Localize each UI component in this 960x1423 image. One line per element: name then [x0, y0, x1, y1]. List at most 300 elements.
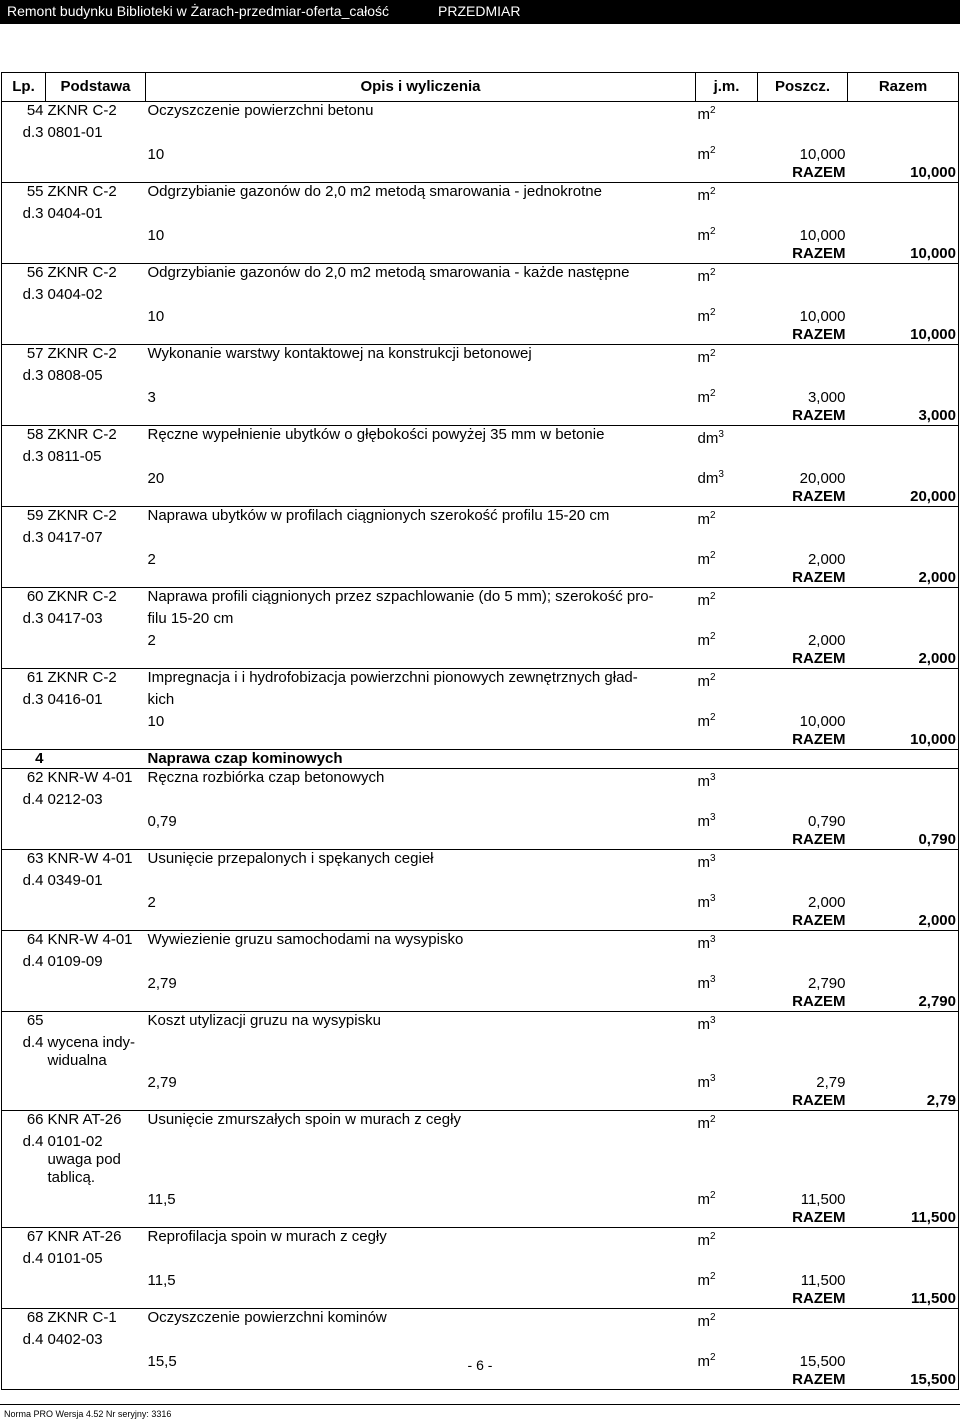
	[696, 993, 758, 1012]
	[848, 1012, 959, 1035]
	[848, 264, 959, 287]
item-row	[2, 1309, 959, 1332]
item-chapter: d.4	[2, 872, 46, 890]
item-unit: $m^2$	[696, 183, 758, 206]
calculation-expression: 3	[147, 389, 156, 406]
	[848, 529, 959, 547]
total-row	[2, 326, 959, 345]
item-row-2	[2, 1034, 959, 1052]
item-row-2	[2, 205, 959, 223]
	[758, 264, 848, 287]
item-unit: $m^2$	[696, 345, 758, 368]
item-number: 56	[2, 264, 46, 287]
	[146, 650, 696, 669]
	[146, 1169, 696, 1187]
	[848, 1151, 959, 1169]
	[2, 1187, 46, 1209]
calculation-expression: 11,5	[147, 1272, 176, 1289]
calculation-row	[2, 1187, 959, 1209]
	[2, 831, 46, 850]
	[848, 385, 959, 407]
total-label: RAZEM	[792, 831, 846, 848]
section-body	[2, 750, 959, 769]
calculation-expression: 20	[147, 470, 165, 487]
col-unit: j.m.	[696, 73, 758, 102]
item-chapter: d.3	[2, 691, 46, 709]
item-basis-code: 0109-09	[47, 953, 103, 970]
calculation-unit: $m^3$	[697, 974, 716, 992]
item-row	[2, 769, 959, 792]
item-basis-code: 0808-05	[47, 367, 103, 384]
	[848, 1052, 959, 1070]
item-row-2	[2, 953, 959, 971]
calculation-row	[2, 466, 959, 488]
item-row	[2, 264, 959, 287]
item-description-cont	[146, 953, 696, 971]
col-desc: Opis i wyliczenia	[146, 73, 696, 102]
item-description-cont	[146, 1133, 696, 1151]
item-basis: KNR AT-26	[46, 1111, 146, 1134]
total-value: 3,000	[848, 407, 959, 426]
	[848, 890, 959, 912]
	[146, 1290, 696, 1309]
item-chapter: d.4	[2, 1034, 46, 1052]
total-value: 11,500	[848, 1290, 959, 1309]
item-row-2	[2, 1250, 959, 1268]
total-value: 10,000	[848, 245, 959, 264]
calculation-expression: 10	[147, 713, 165, 730]
	[848, 547, 959, 569]
	[46, 1209, 146, 1228]
	[848, 1268, 959, 1290]
	[848, 1250, 959, 1268]
	[2, 993, 46, 1012]
item-number: 68	[2, 1309, 46, 1332]
calculation-row	[2, 1070, 959, 1092]
	[848, 1169, 959, 1187]
	[696, 912, 758, 931]
item-row-2	[2, 1133, 959, 1151]
	[848, 448, 959, 466]
total-label: RAZEM	[792, 164, 846, 181]
	[696, 1092, 758, 1111]
item-basis: ZKNR C-2	[46, 102, 146, 125]
	[696, 791, 758, 809]
document-type: PRZEDMIAR	[438, 3, 521, 19]
	[146, 912, 696, 931]
calculation-expression: 10	[147, 146, 165, 163]
col-total: Razem	[848, 73, 959, 102]
	[848, 223, 959, 245]
	[758, 1250, 848, 1268]
total-label: RAZEM	[792, 993, 846, 1010]
item-description-cont: kich	[147, 691, 175, 708]
	[758, 1151, 848, 1169]
	[146, 245, 696, 264]
item-basis	[46, 1012, 146, 1035]
page-header	[0, 0, 960, 24]
calculation-unit: $dm^3$	[697, 469, 724, 487]
calculation-expression: 2	[147, 894, 156, 911]
item-description-cont	[146, 1034, 696, 1052]
item-row	[2, 1111, 959, 1134]
	[146, 164, 696, 183]
	[46, 890, 146, 912]
	[2, 1092, 46, 1111]
item-description-cont	[146, 1250, 696, 1268]
item-basis: ZKNR C-2	[46, 669, 146, 692]
item-description: Usunięcie przepalonych i spękanych cegieł	[146, 850, 696, 873]
total-value: 10,000	[848, 731, 959, 750]
calculation-expression: 10	[147, 308, 165, 325]
calculation-unit: $m^2$	[697, 307, 716, 325]
total-value: 2,790	[848, 993, 959, 1012]
item-number: 55	[2, 183, 46, 206]
	[696, 286, 758, 304]
	[696, 731, 758, 750]
item-description-cont	[146, 1331, 696, 1349]
total-label: RAZEM	[792, 407, 846, 424]
	[848, 102, 959, 125]
	[848, 709, 959, 731]
	[848, 183, 959, 206]
	[848, 1034, 959, 1052]
items2-body	[2, 769, 959, 1390]
	[848, 1309, 959, 1332]
	[2, 731, 46, 750]
	[848, 1228, 959, 1251]
item-description: Reprofilacja spoin w murach z cegły	[146, 1228, 696, 1251]
item-description: Impregnacja i i hydrofobizacja powierzchni pionowych zewnętrznych gład-	[146, 669, 696, 692]
total-label: RAZEM	[792, 488, 846, 505]
	[46, 912, 146, 931]
	[848, 931, 959, 954]
	[848, 1133, 959, 1151]
	[2, 890, 46, 912]
	[46, 245, 146, 264]
calculation-expression: 0,79	[147, 813, 177, 830]
item-row-2	[2, 529, 959, 547]
	[848, 872, 959, 890]
	[758, 286, 848, 304]
calculation-expression: 2,79	[147, 975, 177, 992]
calculation-value: 0,790	[807, 813, 846, 830]
item-number: 63	[2, 850, 46, 873]
item-basis: ZKNR C-2	[46, 588, 146, 611]
	[46, 164, 146, 183]
	[848, 142, 959, 164]
items-body	[2, 102, 959, 750]
item-unit: $dm^3$	[696, 426, 758, 449]
total-row	[2, 164, 959, 183]
	[848, 953, 959, 971]
item-chapter: d.3	[2, 448, 46, 466]
	[146, 569, 696, 588]
item-basis: ZKNR C-2	[46, 183, 146, 206]
item-chapter: d.3	[2, 367, 46, 385]
total-row	[2, 569, 959, 588]
item-number: 59	[2, 507, 46, 530]
item-number: 64	[2, 931, 46, 954]
calculation-unit: $m^2$	[697, 388, 716, 406]
	[2, 1209, 46, 1228]
item-description-cont	[146, 448, 696, 466]
item-description: Wykonanie warstwy kontaktowej na konstrukcji betonowej	[146, 345, 696, 368]
calculation-unit: $m^2$	[697, 145, 716, 163]
item-row-2	[2, 791, 959, 809]
	[46, 142, 146, 164]
	[46, 466, 146, 488]
item-basis: ZKNR C-2	[46, 507, 146, 530]
calculation-row	[2, 142, 959, 164]
item-basis: ZKNR C-2	[46, 264, 146, 287]
	[758, 448, 848, 466]
calculation-unit: $m^2$	[697, 226, 716, 244]
item-description: Odgrzybianie gazonów do 2,0 m2 metodą smarowania - każde następne	[146, 264, 696, 287]
	[696, 1169, 758, 1187]
item-number: 67	[2, 1228, 46, 1251]
document-title: Remont budynku Biblioteki w Żarach-przedmiar-oferta_całość	[7, 3, 390, 19]
calculation-unit: $m^2$	[697, 1352, 716, 1370]
total-value: 20,000	[848, 488, 959, 507]
total-label: RAZEM	[792, 650, 846, 667]
	[758, 426, 848, 449]
	[46, 971, 146, 993]
item-basis-code: 0417-03	[47, 610, 103, 627]
	[146, 488, 696, 507]
	[758, 1228, 848, 1251]
	[848, 769, 959, 792]
	[2, 142, 46, 164]
	[146, 1052, 696, 1070]
item-description: Naprawa ubytków w profilach ciągnionych szerokość profilu 15-20 cm	[146, 507, 696, 530]
section-row	[2, 750, 959, 769]
page-number: - 6 -	[467, 1357, 493, 1373]
item-basis-code: 0404-01	[47, 205, 103, 222]
	[848, 691, 959, 709]
	[696, 872, 758, 890]
	[696, 831, 758, 850]
total-label: RAZEM	[792, 1092, 846, 1109]
	[758, 1331, 848, 1349]
total-label: RAZEM	[758, 1371, 848, 1390]
item-chapter: d.4	[2, 953, 46, 971]
	[696, 610, 758, 628]
	[46, 488, 146, 507]
	[46, 709, 146, 731]
calculation-value: 3,000	[807, 389, 846, 406]
	[2, 912, 46, 931]
total-row	[2, 831, 959, 850]
item-chapter: d.4	[2, 791, 46, 809]
calculation-row	[2, 304, 959, 326]
item-row	[2, 588, 959, 611]
	[46, 569, 146, 588]
	[696, 1034, 758, 1052]
total-label: RAZEM	[792, 1209, 846, 1226]
	[758, 610, 848, 628]
item-chapter: d.3	[2, 610, 46, 628]
item-description-cont	[146, 872, 696, 890]
	[2, 245, 46, 264]
total-label: RAZEM	[792, 1290, 846, 1307]
	[758, 345, 848, 368]
	[696, 1133, 758, 1151]
item-description: Wywiezienie gruzu samochodami na wysypisko	[146, 931, 696, 954]
	[758, 791, 848, 809]
item-basis-note: uwaga pod	[47, 1151, 121, 1168]
total-value: 11,500	[848, 1209, 959, 1228]
footer-divider	[0, 1404, 960, 1405]
	[2, 971, 46, 993]
total-value: 10,000	[848, 164, 959, 183]
item-chapter: d.4	[2, 1133, 46, 1151]
total-row	[2, 488, 959, 507]
	[848, 791, 959, 809]
	[848, 588, 959, 611]
item-description: Ręczna rozbiórka czap betonowych	[146, 769, 696, 792]
	[2, 1052, 46, 1070]
calculation-unit: $m^2$	[697, 550, 716, 568]
	[848, 507, 959, 530]
software-version: Norma PRO Wersja 4.52 Nr seryjny: 3316	[4, 1409, 172, 1419]
item-row	[2, 931, 959, 954]
calculation-row	[2, 709, 959, 731]
	[758, 1012, 848, 1035]
	[146, 831, 696, 850]
	[696, 488, 758, 507]
	[848, 124, 959, 142]
total-row	[2, 1290, 959, 1309]
	[2, 488, 46, 507]
total-row	[2, 912, 959, 931]
calculation-value: 11,500	[800, 1191, 846, 1208]
item-description-cont	[146, 529, 696, 547]
total-label: RAZEM	[792, 569, 846, 586]
	[46, 650, 146, 669]
	[696, 124, 758, 142]
item-chapter: d.3	[2, 529, 46, 547]
item-unit: $m^2$	[696, 669, 758, 692]
item-chapter: d.4	[2, 1250, 46, 1268]
	[46, 1290, 146, 1309]
	[2, 407, 46, 426]
	[758, 769, 848, 792]
	[696, 245, 758, 264]
item-basis-code: 0417-07	[47, 529, 103, 546]
	[696, 691, 758, 709]
item-description: Oczyszczenie powierzchni betonu	[146, 102, 696, 125]
item-basis: KNR-W 4-01	[46, 931, 146, 954]
item-chapter: d.4	[2, 1331, 46, 1349]
item-number: 65	[2, 1012, 46, 1035]
	[2, 1268, 46, 1290]
calculation-row	[2, 628, 959, 650]
	[46, 831, 146, 850]
	[2, 164, 46, 183]
	[2, 385, 46, 407]
calculation-value: 2,000	[807, 551, 846, 568]
	[758, 669, 848, 692]
	[2, 809, 46, 831]
item-chapter: d.3	[2, 286, 46, 304]
	[46, 407, 146, 426]
item-unit: $m^3$	[696, 1012, 758, 1035]
item-basis-note: tablicą.	[47, 1169, 96, 1186]
calculation-value: 11,500	[800, 1272, 846, 1289]
	[696, 953, 758, 971]
calculation-value: 20,000	[799, 470, 846, 487]
	[696, 1209, 758, 1228]
	[2, 223, 46, 245]
calculation-value: 10,000	[799, 308, 846, 325]
calculation-expression: 2,79	[147, 1074, 177, 1091]
total-label: RAZEM	[758, 731, 848, 750]
total-row	[2, 1209, 959, 1228]
item-row	[2, 669, 959, 692]
	[696, 529, 758, 547]
total-label: RAZEM	[792, 912, 846, 929]
item-basis-code: 0101-02	[47, 1133, 103, 1150]
item-row-2	[2, 448, 959, 466]
item-unit: $m^3$	[696, 769, 758, 792]
item-row-2	[2, 1331, 959, 1349]
	[46, 385, 146, 407]
	[2, 569, 46, 588]
	[758, 529, 848, 547]
	[848, 345, 959, 368]
	[758, 367, 848, 385]
	[46, 1070, 146, 1092]
calculation-unit: $m^3$	[697, 1073, 716, 1091]
item-row	[2, 426, 959, 449]
	[758, 872, 848, 890]
item-description-cont: filu 15-20 cm	[147, 610, 234, 627]
calculation-row	[2, 809, 959, 831]
item-description-cont	[146, 791, 696, 809]
	[696, 1052, 758, 1070]
item-number: 61	[2, 669, 46, 692]
item-row-2	[2, 124, 959, 142]
calculation-row	[2, 890, 959, 912]
total-value: 2,000	[848, 650, 959, 669]
item-basis-code: 0349-01	[47, 872, 103, 889]
section-title: Naprawa czap kominowych	[146, 750, 848, 769]
table-header-row	[2, 73, 959, 102]
	[146, 1092, 696, 1111]
	[696, 569, 758, 588]
	[2, 304, 46, 326]
section-number: 4	[2, 750, 46, 769]
	[758, 1133, 848, 1151]
item-basis-code: 0212-03	[47, 791, 103, 808]
	[758, 1052, 848, 1070]
item-row-2	[2, 610, 959, 628]
	[696, 1250, 758, 1268]
	[2, 1070, 46, 1092]
total-row	[2, 650, 959, 669]
	[2, 326, 46, 345]
	[696, 448, 758, 466]
total-row	[2, 993, 959, 1012]
	[696, 1331, 758, 1349]
	[146, 1209, 696, 1228]
item-description-cont	[146, 367, 696, 385]
item-basis-code: wycena indy-	[47, 1034, 136, 1051]
item-unit: $m^2$	[696, 1309, 758, 1332]
	[758, 124, 848, 142]
	[848, 1070, 959, 1092]
